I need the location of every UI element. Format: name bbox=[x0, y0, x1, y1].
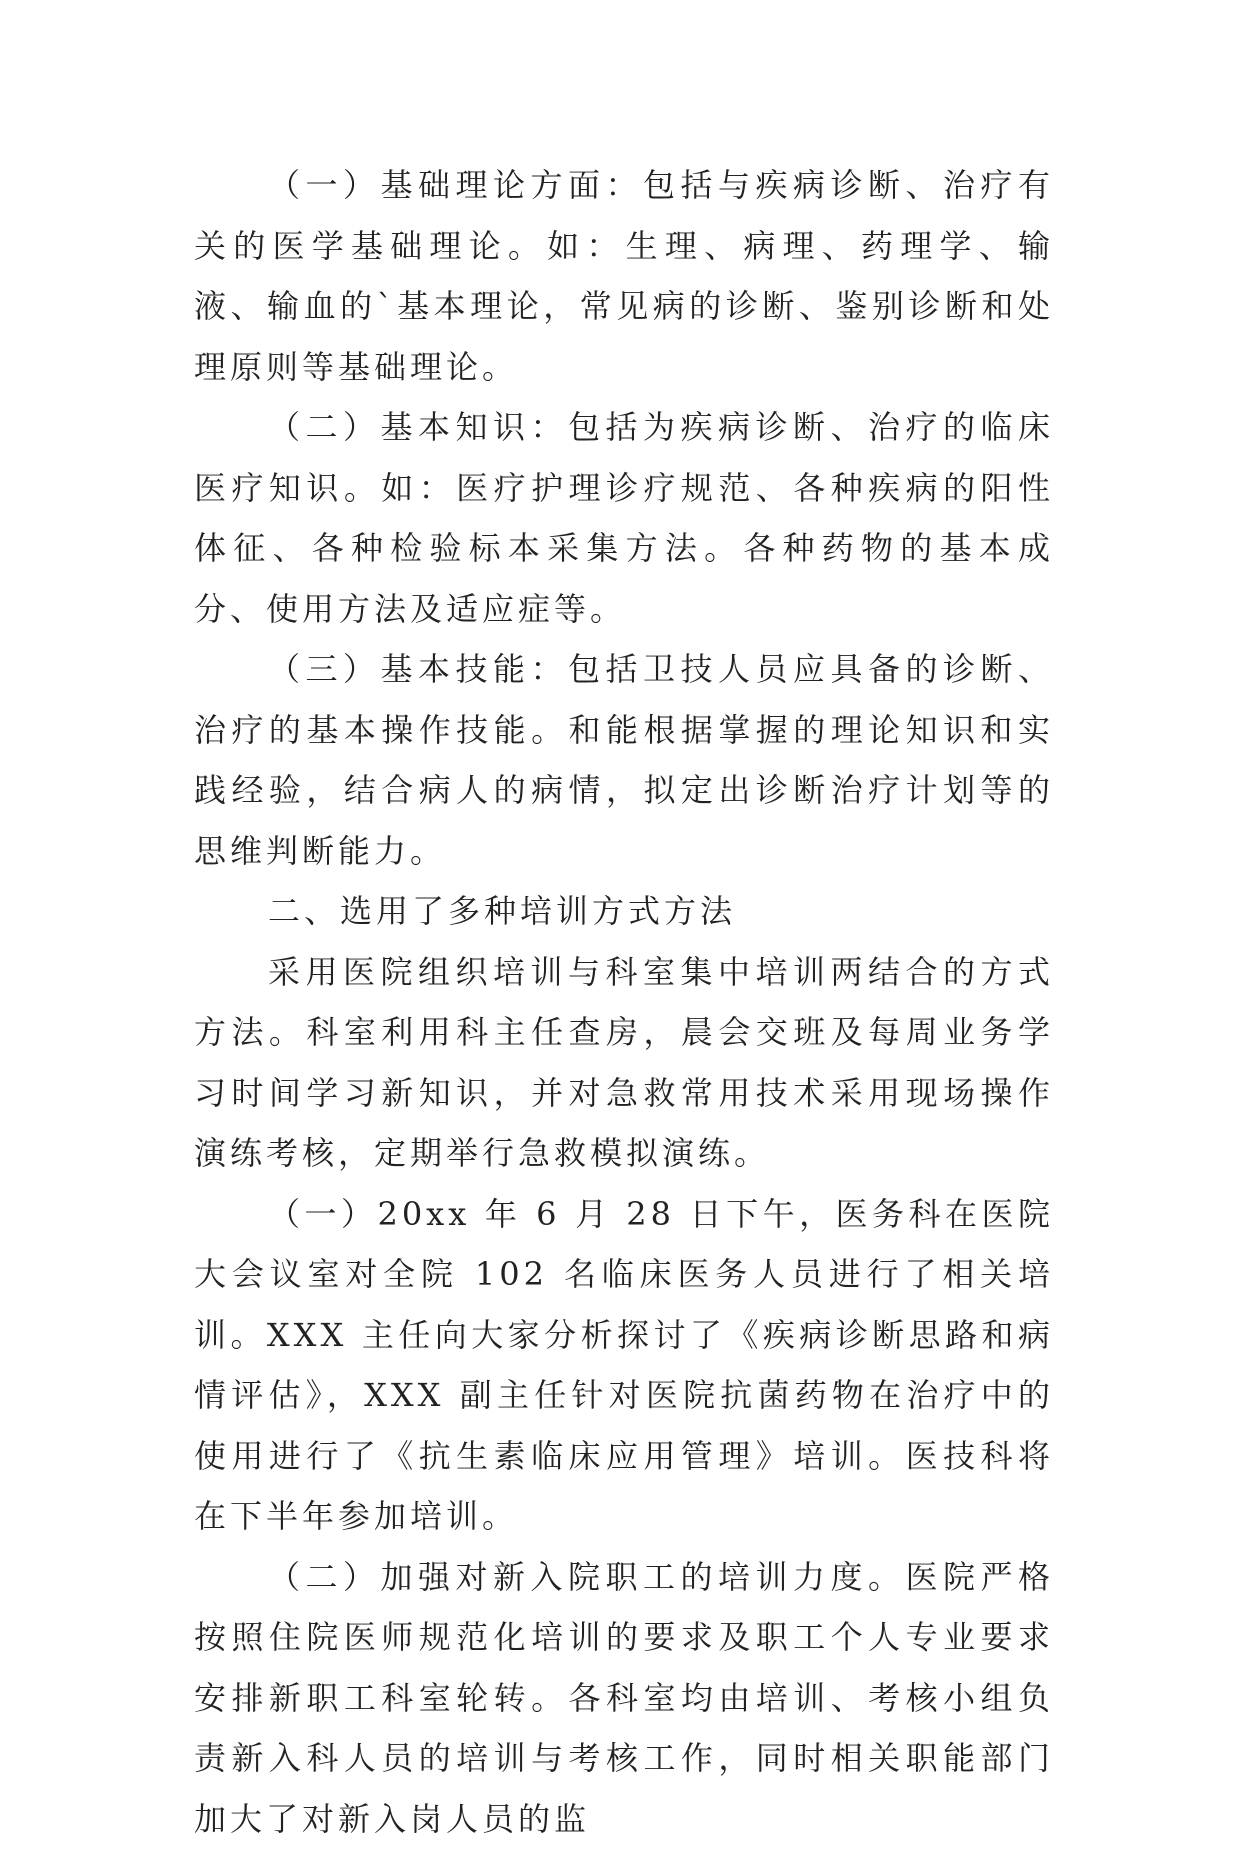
paragraph-basic-theory: （一）基础理论方面：包括与疾病诊断、治疗有关的医学基础理论。如：生理、病理、药理学、输液、输血的`基本理论，常见病的诊断、鉴别诊断和处理原则等基础理论。 bbox=[194, 155, 1054, 397]
section-heading-training-methods: 二、选用了多种培训方式方法 bbox=[194, 881, 1054, 942]
paragraph-training-approach: 采用医院组织培训与科室集中培训两结合的方式方法。科室利用科主任查房，晨会交班及每周业务学习时间学习新知识，并对急救常用技术采用现场操作演练考核，定期举行急救模拟演练。 bbox=[194, 942, 1054, 1184]
paragraph-basic-skills: （三）基本技能：包括卫技人员应具备的诊断、治疗的基本操作技能。和能根据掌握的理论知识和实践经验，结合病人的病情，拟定出诊断治疗计划等的思维判断能力。 bbox=[194, 639, 1054, 881]
paragraph-new-staff-training: （二）加强对新入院职工的培训力度。医院严格按照住院医师规范化培训的要求及职工个人专业要求安排新职工科室轮转。各科室均由培训、考核小组负责新入科人员的培训与考核工作，同时相关职能部门加大了对新入岗人员的监 bbox=[194, 1547, 1054, 1849]
document-body bbox=[194, 155, 1054, 1849]
paragraph-june-training: （一）20xx 年 6 月 28 日下午，医务科在医院大会议室对全院 102 名临床医务人员进行了相关培训。XXX 主任向大家分析探讨了《疾病诊断思路和病情评估》，XXX 副主任针对医院抗菌药物在治疗中的使用进行了《抗生素临床应用管理》培训。医技科将在下半年参加培训。 bbox=[194, 1184, 1054, 1547]
paragraph-basic-knowledge: （二）基本知识：包括为疾病诊断、治疗的临床医疗知识。如：医疗护理诊疗规范、各种疾病的阳性体征、各种检验标本采集方法。各种药物的基本成分、使用方法及适应症等。 bbox=[194, 397, 1054, 639]
